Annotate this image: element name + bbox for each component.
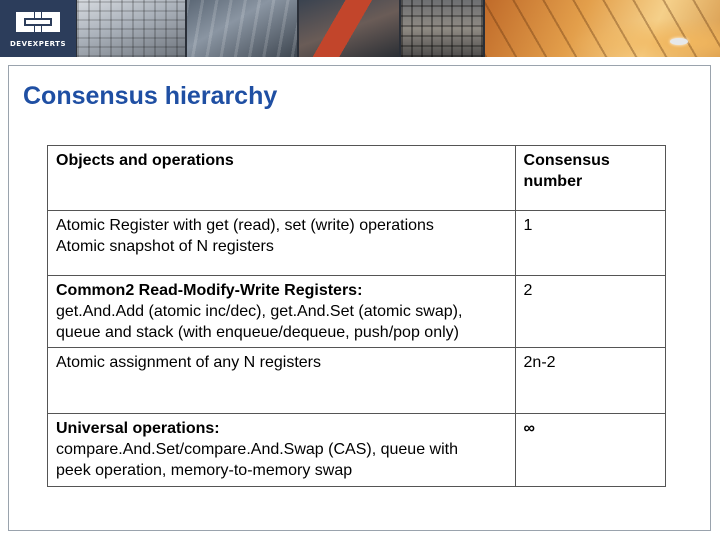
consensus-table xyxy=(47,145,666,487)
lamp-highlight xyxy=(670,38,688,45)
header-number-cell xyxy=(515,146,665,211)
consensus-number: 2 xyxy=(523,282,533,299)
objects-line: peek operation, memory-to-memory swap xyxy=(56,462,353,479)
page-title: Consensus hierarchy xyxy=(23,82,278,110)
objects-line: get.And.Add (atomic inc/dec), get.And.Set (atomic swap), xyxy=(56,303,463,320)
devexperts-logo-icon xyxy=(14,9,62,35)
header-objects-cell xyxy=(48,146,516,211)
objects-line: Atomic snapshot of N registers xyxy=(56,238,274,255)
objects-heading: Universal operations: xyxy=(56,420,220,437)
number-cell xyxy=(515,348,665,414)
header-number-label-line2: number xyxy=(523,173,583,190)
number-cell xyxy=(515,276,665,348)
table-row xyxy=(48,211,666,276)
header-banner xyxy=(0,0,720,57)
objects-heading: Common2 Read-Modify-Write Registers: xyxy=(56,282,363,299)
golden-glass-photo xyxy=(485,0,720,57)
header-number-label-line1: Consensus xyxy=(523,152,610,169)
table-row xyxy=(48,414,666,487)
header-objects-label: Objects and operations xyxy=(56,152,234,169)
objects-line: compare.And.Set/compare.And.Swap (CAS), queue with xyxy=(56,441,458,458)
consensus-number: 1 xyxy=(523,217,533,234)
table-row xyxy=(48,276,666,348)
consensus-number: 2n-2 xyxy=(523,354,556,371)
red-sculpture-photo xyxy=(299,0,399,57)
glass-tower-photo xyxy=(187,0,297,57)
consensus-number: ∞ xyxy=(523,420,535,437)
objects-cell xyxy=(48,211,516,276)
objects-line: queue and stack (with enqueue/dequeue, push/pop only) xyxy=(56,324,459,341)
table-row xyxy=(48,348,666,414)
table-header-row xyxy=(48,146,666,211)
number-cell xyxy=(515,211,665,276)
grid-facade-photo xyxy=(401,0,483,57)
objects-cell xyxy=(48,414,516,487)
logo-text: DEVEXPERTS xyxy=(10,40,66,48)
objects-cell xyxy=(48,276,516,348)
building-facade-photo xyxy=(77,0,185,57)
number-cell xyxy=(515,414,665,487)
logo xyxy=(0,0,76,57)
objects-cell xyxy=(48,348,516,414)
objects-line: Atomic Register with get (read), set (write) operations xyxy=(56,217,434,234)
objects-line: Atomic assignment of any N registers xyxy=(56,354,321,371)
